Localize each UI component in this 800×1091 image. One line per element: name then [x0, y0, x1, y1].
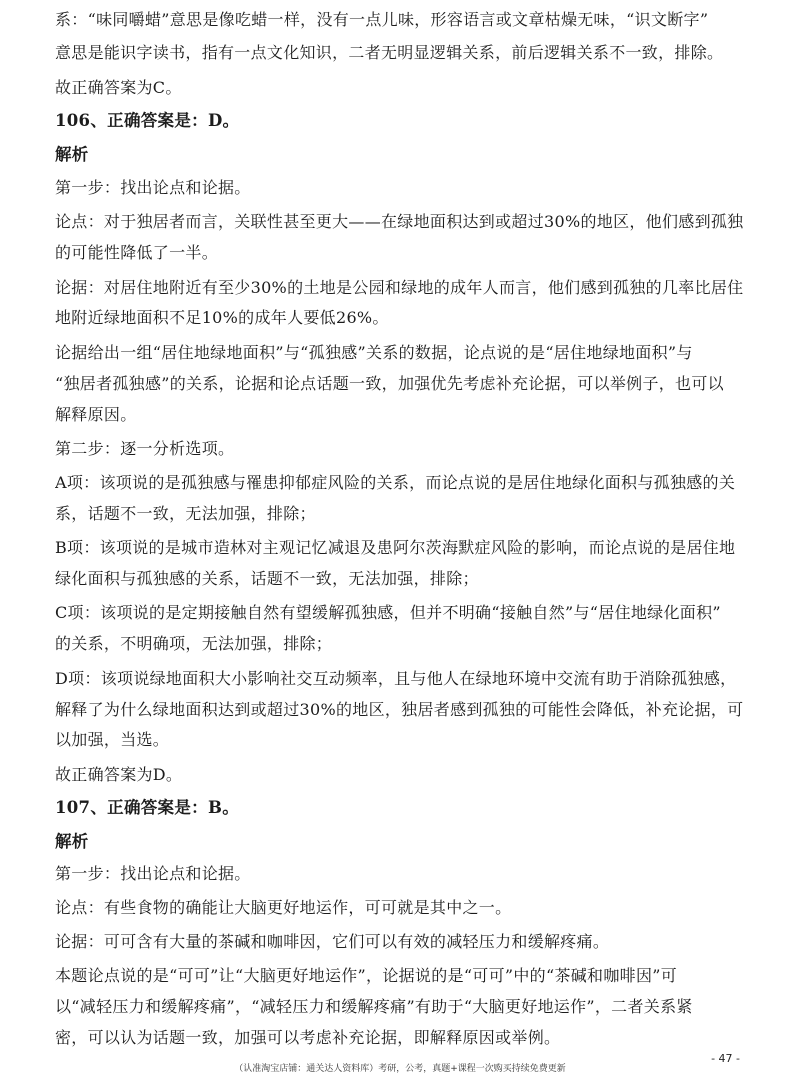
text-line: 的可能性降低了一半。 [55, 243, 219, 262]
text-line: 系，话题不一致，无法加强，排除； [55, 504, 316, 523]
page-number: - 47 - [711, 1052, 740, 1065]
text-line: 系：“味同嚼蜡”意思是像吃蜡一样，没有一点儿味，形容语言或文章枯燥无味，“识文断字” [55, 10, 709, 29]
text-line: A项：该项说的是孤独感与罹患抑郁症风险的关系，而论点说的是居住地绿化面积与孤独感的关 [55, 473, 736, 492]
text-line: 第一步：找出论点和论据。 [55, 178, 251, 197]
text-line: 故正确答案为D。 [55, 765, 183, 784]
text-line: 以“减轻压力和缓解疼痛”，“减轻压力和缓解疼痛”有助于“大脑更好地运作”，二者关系紧 [55, 997, 693, 1016]
text-line: 论据：对居住地附近有至少30%的土地是公园和绿地的成年人而言，他们感到孤独的几率比居住 [55, 278, 744, 297]
text-line: 地附近绿地面积不足10%的成年人要低26%。 [55, 308, 389, 327]
text-line: 论点：对于独居者而言，关联性甚至更大——在绿地面积达到或超过30%的地区，他们感到孤独 [55, 212, 744, 231]
answer-heading: 107、正确答案是：B。 [55, 798, 239, 817]
text-line: 以加强，当选。 [55, 730, 170, 749]
text-line: 解释原因。 [55, 405, 137, 424]
text-line: 的关系，不明确项，无法加强，排除； [55, 634, 333, 653]
page-footer: （认准淘宝店铺：通关达人资料库）考研，公考，真题+课程一次购买持续免费更新 [234, 1064, 566, 1074]
text-line: 故正确答案为C。 [55, 78, 182, 97]
text-line: 论据：可可含有大量的茶碱和咖啡因，它们可以有效的减轻压力和缓解疼痛。 [55, 932, 610, 951]
analysis-heading: 解析 [55, 145, 89, 164]
text-line: 第二步：逐一分析选项。 [55, 439, 235, 458]
text-line: 论据给出一组“居住地绿地面积”与“孤独感”关系的数据，论点说的是“居住地绿地面积”与 [55, 343, 693, 362]
text-line: 意思是能识字读书，指有一点文化知识，二者无明显逻辑关系，前后逻辑关系不一致，排除。 [55, 43, 724, 62]
text-line: C项：该项说的是定期接触自然有望缓解孤独感，但并不明确“接触自然”与“居住地绿化面积” [55, 603, 721, 622]
text-line: 绿化面积与孤独感的关系，话题不一致，无法加强，排除； [55, 569, 479, 588]
text-line: 解释了为什么绿地面积达到或超过30%的地区，独居者感到孤独的可能性会降低，补充论据，可 [55, 700, 744, 719]
text-line: 密，可以认为话题一致，加强可以考虑补充论据，即解释原因或举例。 [55, 1028, 561, 1047]
text-line: B项：该项说的是城市造林对主观记忆减退及患阿尔茨海默症风险的影响，而论点说的是居住地 [55, 538, 736, 557]
text-line: “独居者孤独感”的关系，论据和论点话题一致，加强优先考虑补充论据，可以举例子，也可以 [55, 374, 724, 393]
text-line: 第一步：找出论点和论据。 [55, 864, 251, 883]
analysis-heading: 解析 [55, 832, 89, 851]
answer-heading: 106、正确答案是：D。 [55, 111, 240, 130]
text-line: 本题论点说的是“可可”让“大脑更好地运作”，论据说的是“可可”中的“茶碱和咖啡因”可 [55, 966, 678, 985]
text-line: 论点：有些食物的确能让大脑更好地运作，可可就是其中之一。 [55, 898, 512, 917]
text-line: D项：该项说绿地面积大小影响社交互动频率，且与他人在绿地环境中交流有助于消除孤独感， [55, 669, 737, 688]
